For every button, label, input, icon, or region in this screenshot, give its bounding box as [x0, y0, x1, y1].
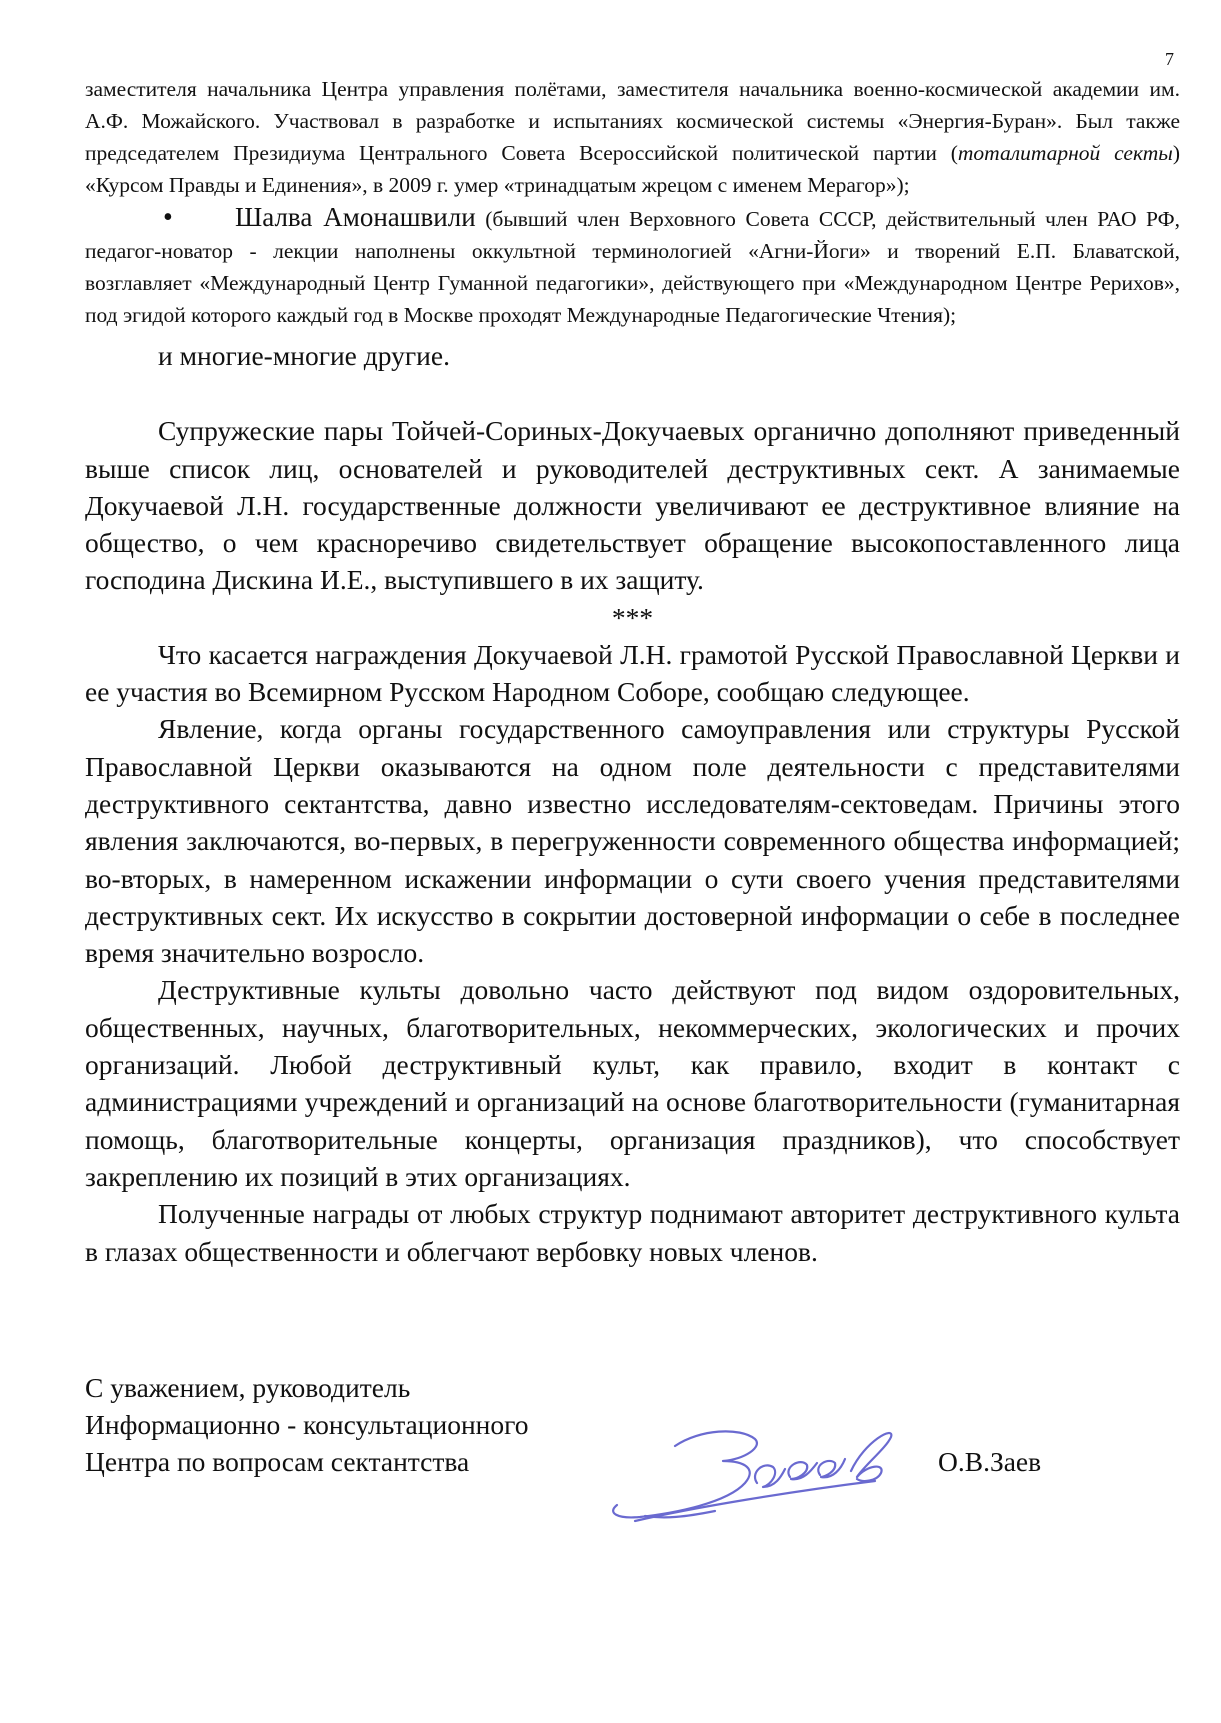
intro-text: заместителя начальника Центра управления полётами, заместителя начальника военно-космической академии им. А.Ф. Можайского. Участвовал в разработке и испытаниях космической системы «Энергия-Буран». Был также председателем Президиума Центрального Совета Всероссийской политической партии ( [85, 77, 1180, 165]
paragraph-section2-3: Полученные награды от любых структур поднимают авторитет деструктивного культа в глазах общественности и облегчают вербовку новых членов. [85, 1198, 1180, 1267]
signature-title-line3: Центра по вопросам сектантства [85, 1446, 470, 1477]
page-number: 7 [1165, 49, 1174, 69]
paragraph-section1-0: Супружеские пары Тойчей-Сориных-Докучаевых органично дополняют приведенный выше список лиц, основателей и руководителей деструктивных сект. А занимаемые Докучаевой Л.Н. государственные должности увеличивают ее деструктивное влияние на общество, о чем красноречиво свидетельствует обращение высокопоставленного лица господина Дискина И.Е., выступившего в их защиту. [85, 415, 1180, 596]
bullet-icon: • [163, 202, 173, 233]
signature-title-line1: С уважением, руководитель [85, 1372, 411, 1403]
signer-name: О.В.Заев [938, 1446, 1042, 1477]
bullet-text: (бывший член Верховного Совета СССР, действительный член РАО РФ, педагог-новатор - лекции наполнены оккультной терминологией «Агни-Йоги» и творений Е.П. Блаватской, возглавляет «Международный Центр Гуманной педагогики», действующего при «Международном Центре Рерихов», под эгидой которого каждый год в Москве проходят Международные Педагогические Чтения); [85, 207, 1180, 327]
signature-title-line2: Информационно - консультационного [85, 1409, 529, 1440]
section-separator: *** [611, 601, 654, 633]
paragraph-section2-0: Что касается награждения Докучаевой Л.Н. грамотой Русской Православной Церкви и ее участия во Всемирном Русском Народном Соборе, сообщаю следующее. [85, 638, 1180, 708]
bullet-name: Шалва Амонашвили [235, 202, 476, 232]
paragraph-section2-1: Явление, когда органы государственного самоуправления или структуры Русской Православной Церкви оказываются на одном поле деятельности с представителями деструктивного сектантства, давно известно исследователям-сектоведам. Причины этого явления заключаются, во-первых, в перегруженности современного общества информацией; во-вторых, в намеренном искажении информации о сути своего учения представителями деструктивных сект. Их искусство в сокрытии достоверной информации о себе в последнее время значительно возросло. [85, 713, 1180, 969]
document-body [85, 73, 1180, 1270]
intro-paragraph [85, 73, 1180, 201]
closing-list-line: и многие-многие другие. [158, 340, 450, 371]
intro-italic: тоталитарной секты [957, 141, 1173, 165]
handwritten-signature [605, 1421, 905, 1531]
signature-block [85, 1369, 1180, 1529]
bullet-item [85, 201, 1180, 331]
intro-tail: ) «Курсом Правды и Единения», в 2009 г. умер «тринадцатым жрецом с именем Мерагор»); [85, 141, 1180, 197]
paragraph-section2-2: Деструктивные культы довольно часто действуют под видом оздоровительных, общественных, научных, благотворительных, некоммерческих, экологических и прочих организаций. Любой деструктивный культ, как правило, входит в контакт с администрациями учреждений и организаций на основе благотворительности (гуманитарная помощь, благотворительные концерты, организация праздников), что способствует закреплению их позиций в этих организациях. [85, 974, 1180, 1192]
